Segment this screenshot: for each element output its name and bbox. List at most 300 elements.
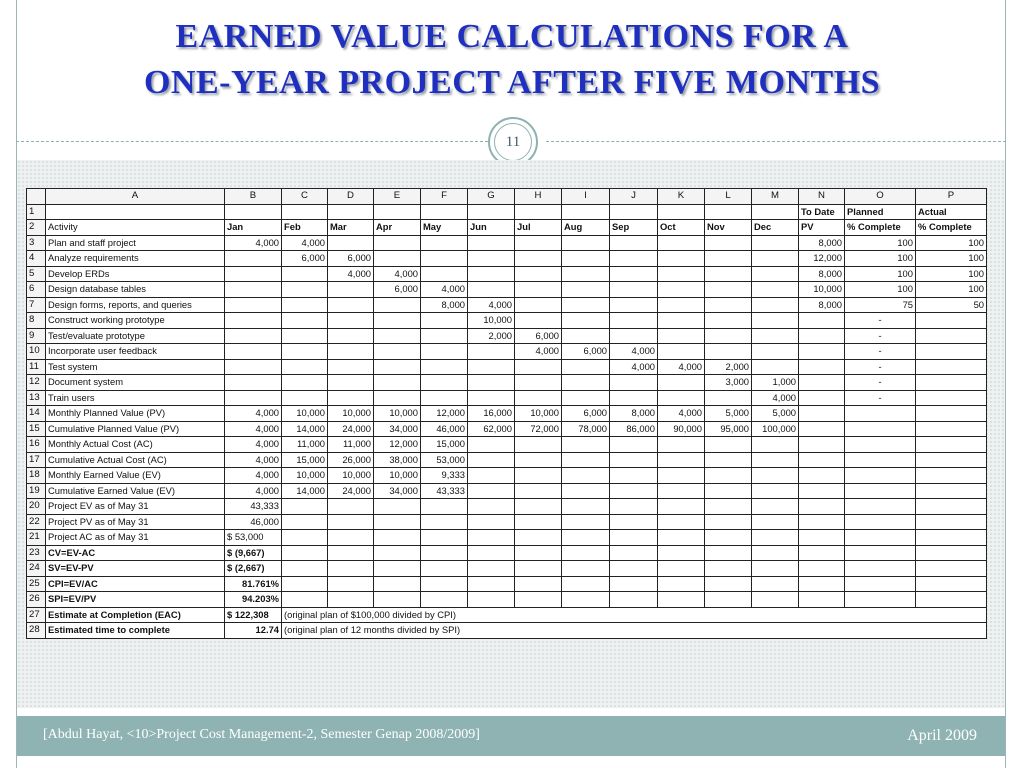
table-cell: % Complete: [916, 220, 987, 236]
table-cell: 4,000: [225, 483, 282, 499]
table-cell: [562, 297, 610, 313]
table-cell: [799, 359, 845, 375]
table-cell: [610, 545, 658, 561]
column-header-c: C: [282, 189, 328, 205]
activity-cell: Plan and staff project: [46, 235, 225, 251]
table-cell: 14,000: [282, 483, 328, 499]
table-cell: May: [421, 220, 468, 236]
table-cell: [845, 592, 916, 608]
table-cell: [705, 313, 752, 329]
table-cell: [374, 576, 421, 592]
table-cell: 8,000: [610, 406, 658, 422]
table-cell: 4,000: [225, 406, 282, 422]
activity-cell: Project PV as of May 31: [46, 514, 225, 530]
table-row: [27, 406, 987, 422]
table-cell: [752, 204, 799, 220]
table-cell: [468, 530, 515, 546]
activity-cell: Estimate at Completion (EAC): [46, 607, 225, 623]
column-header-l: L: [705, 189, 752, 205]
activity-cell: Monthly Planned Value (PV): [46, 406, 225, 422]
table-cell: [468, 545, 515, 561]
table-cell: [328, 375, 374, 391]
table-cell: Jul: [515, 220, 562, 236]
column-header-f: F: [421, 189, 468, 205]
table-cell: [705, 437, 752, 453]
table-cell: Planned: [845, 204, 916, 220]
table-cell: [658, 344, 705, 360]
table-cell: 75: [845, 297, 916, 313]
column-header-a: A: [46, 189, 225, 205]
table-row: [27, 282, 987, 298]
table-cell: [562, 592, 610, 608]
row-number: 8: [27, 313, 46, 329]
table-cell: [225, 313, 282, 329]
table-cell: [225, 359, 282, 375]
table-cell: [658, 266, 705, 282]
activity-cell: Document system: [46, 375, 225, 391]
table-cell: [515, 576, 562, 592]
table-row: [27, 266, 987, 282]
table-row: [27, 452, 987, 468]
table-cell: [468, 437, 515, 453]
table-cell: [562, 359, 610, 375]
table-row: [27, 499, 987, 515]
table-cell: 10,000: [374, 468, 421, 484]
column-header-j: J: [610, 189, 658, 205]
table-cell: [845, 452, 916, 468]
column-header-n: N: [799, 189, 845, 205]
table-cell: [658, 235, 705, 251]
table-cell: 4,000: [658, 406, 705, 422]
table-cell: [752, 313, 799, 329]
row-number: 9: [27, 328, 46, 344]
table-cell: 3,000: [705, 375, 752, 391]
table-cell: [515, 452, 562, 468]
table-cell: [282, 375, 328, 391]
row-number: 14: [27, 406, 46, 422]
activity-cell: Cumulative Earned Value (EV): [46, 483, 225, 499]
table-cell: [282, 592, 328, 608]
table-cell: [705, 561, 752, 577]
table-cell: [916, 437, 987, 453]
column-header-g: G: [468, 189, 515, 205]
table-row: [27, 344, 987, 360]
table-cell: [282, 499, 328, 515]
table-cell: [610, 514, 658, 530]
table-cell: 4,000: [610, 359, 658, 375]
table-cell: [328, 514, 374, 530]
table-cell: [658, 592, 705, 608]
row-number: 18: [27, 468, 46, 484]
table-cell: [225, 344, 282, 360]
table-cell: 6,000: [328, 251, 374, 267]
table-cell: [752, 561, 799, 577]
column-header-e: E: [374, 189, 421, 205]
table-cell: Mar: [328, 220, 374, 236]
table-cell: [562, 266, 610, 282]
table-cell: 15,000: [421, 437, 468, 453]
table-cell: [845, 514, 916, 530]
table-cell: [799, 561, 845, 577]
table-cell: [282, 204, 328, 220]
table-cell: [752, 328, 799, 344]
table-cell: [282, 297, 328, 313]
table-cell: -: [845, 313, 916, 329]
table-cell: 10,000: [799, 282, 845, 298]
table-cell: [515, 468, 562, 484]
table-row: [27, 483, 987, 499]
table-cell: 4,000: [515, 344, 562, 360]
table-row: [27, 468, 987, 484]
table-cell: [916, 313, 987, 329]
table-cell: [752, 266, 799, 282]
table-cell: [752, 251, 799, 267]
table-cell: [374, 390, 421, 406]
table-cell: 10,000: [282, 406, 328, 422]
table-cell: [374, 592, 421, 608]
table-cell: [328, 499, 374, 515]
table-cell: [610, 328, 658, 344]
row-number: 28: [27, 623, 46, 639]
table-cell: [282, 530, 328, 546]
table-cell: 10,000: [468, 313, 515, 329]
table-cell: [658, 297, 705, 313]
row-number: 23: [27, 545, 46, 561]
table-cell: Sep: [610, 220, 658, 236]
row-number: 22: [27, 514, 46, 530]
table-cell: 4,000: [225, 235, 282, 251]
table-cell: 6,000: [562, 344, 610, 360]
table-cell: [421, 235, 468, 251]
table-cell: [705, 468, 752, 484]
table-cell: [421, 545, 468, 561]
table-cell: [515, 282, 562, 298]
activity-cell: Design database tables: [46, 282, 225, 298]
table-cell: [562, 251, 610, 267]
table-cell: [845, 468, 916, 484]
table-cell: [225, 297, 282, 313]
table-cell: [515, 375, 562, 391]
table-cell: [610, 530, 658, 546]
table-cell: 4,000: [225, 421, 282, 437]
table-cell: [421, 499, 468, 515]
table-cell: -: [845, 390, 916, 406]
table-row: [27, 204, 987, 220]
table-cell: [845, 437, 916, 453]
table-cell: [916, 499, 987, 515]
table-cell: [328, 561, 374, 577]
table-cell: [282, 328, 328, 344]
table-cell: [845, 499, 916, 515]
table-cell: [799, 328, 845, 344]
table-cell: [916, 592, 987, 608]
table-cell: [468, 235, 515, 251]
table-cell: 16,000: [468, 406, 515, 422]
table-cell: [421, 344, 468, 360]
table-cell: [562, 530, 610, 546]
table-cell: [515, 514, 562, 530]
table-cell: [752, 545, 799, 561]
table-cell: [916, 344, 987, 360]
table-cell: [658, 390, 705, 406]
table-cell: 12,000: [799, 251, 845, 267]
table-row: [27, 390, 987, 406]
table-cell: Actual: [916, 204, 987, 220]
table-cell: [705, 344, 752, 360]
table-cell: 10,000: [328, 406, 374, 422]
table-cell: [562, 235, 610, 251]
table-cell: [421, 576, 468, 592]
table-cell: [468, 468, 515, 484]
table-cell: [225, 390, 282, 406]
activity-cell: Develop ERDs: [46, 266, 225, 282]
table-row: [27, 220, 987, 236]
table-cell: [799, 468, 845, 484]
table-cell: 100: [845, 282, 916, 298]
table-cell: [752, 483, 799, 499]
table-cell: [562, 204, 610, 220]
column-header-d: D: [328, 189, 374, 205]
table-cell: [658, 282, 705, 298]
table-cell: [799, 545, 845, 561]
table-cell: 8,000: [421, 297, 468, 313]
table-cell: [799, 421, 845, 437]
table-cell: [282, 313, 328, 329]
table-cell: [515, 545, 562, 561]
table-cell: 10,000: [328, 468, 374, 484]
table-cell: [752, 530, 799, 546]
table-cell: 12.74: [225, 623, 282, 639]
table-row: [27, 561, 987, 577]
table-cell: [515, 437, 562, 453]
table-cell: [515, 561, 562, 577]
table-cell: 2,000: [705, 359, 752, 375]
table-cell: -: [845, 328, 916, 344]
table-cell: [374, 530, 421, 546]
table-cell: [421, 266, 468, 282]
row-number: 10: [27, 344, 46, 360]
table-cell: [468, 483, 515, 499]
table-cell: [916, 421, 987, 437]
table-cell: [468, 375, 515, 391]
table-cell: 8,000: [799, 235, 845, 251]
table-cell: [374, 328, 421, 344]
table-cell: [225, 251, 282, 267]
table-cell: 100: [845, 266, 916, 282]
row-number: 25: [27, 576, 46, 592]
table-cell: [610, 592, 658, 608]
table-cell: [799, 483, 845, 499]
table-cell: [916, 375, 987, 391]
table-row: [27, 623, 987, 639]
table-cell: [799, 499, 845, 515]
table-cell: 10,000: [515, 406, 562, 422]
table-cell: [421, 313, 468, 329]
table-cell: 34,000: [374, 421, 421, 437]
table-cell: [752, 437, 799, 453]
row-number: 12: [27, 375, 46, 391]
row-number: 24: [27, 561, 46, 577]
table-cell: [799, 390, 845, 406]
table-cell: [421, 530, 468, 546]
table-cell: 4,000: [282, 235, 328, 251]
table-row: [27, 313, 987, 329]
table-cell: 100,000: [752, 421, 799, 437]
table-cell: [799, 406, 845, 422]
table-cell: [610, 251, 658, 267]
table-cell: 24,000: [328, 483, 374, 499]
column-header-k: K: [658, 189, 705, 205]
table-cell: [658, 545, 705, 561]
table-cell: [468, 266, 515, 282]
table-cell: Dec: [752, 220, 799, 236]
table-cell: [845, 406, 916, 422]
table-cell: [799, 592, 845, 608]
table-cell: [658, 561, 705, 577]
activity-cell: CPI=EV/AC: [46, 576, 225, 592]
table-cell: [515, 313, 562, 329]
table-cell: -: [845, 375, 916, 391]
table-cell: 9,333: [421, 468, 468, 484]
table-cell: [515, 204, 562, 220]
table-cell: [328, 344, 374, 360]
table-cell: [562, 483, 610, 499]
table-row: [27, 437, 987, 453]
activity-cell: SV=EV-PV: [46, 561, 225, 577]
table-cell: [705, 266, 752, 282]
table-cell: [374, 204, 421, 220]
table-cell: [374, 545, 421, 561]
table-cell: [610, 235, 658, 251]
table-cell: 4,000: [421, 282, 468, 298]
table-cell: [468, 204, 515, 220]
table-cell: [515, 592, 562, 608]
table-cell: 14,000: [282, 421, 328, 437]
table-cell: [374, 344, 421, 360]
table-cell: [705, 530, 752, 546]
table-row: [27, 235, 987, 251]
table-cell: [610, 452, 658, 468]
table-cell: [658, 468, 705, 484]
table-cell: [515, 251, 562, 267]
note-cell: (original plan of $100,000 divided by CPI): [282, 607, 987, 623]
spreadsheet: [26, 188, 987, 639]
table-cell: [916, 452, 987, 468]
table-cell: [562, 499, 610, 515]
table-cell: 100: [916, 282, 987, 298]
table-cell: [658, 576, 705, 592]
table-row: [27, 359, 987, 375]
table-cell: [658, 530, 705, 546]
activity-cell: Construct working prototype: [46, 313, 225, 329]
table-cell: [752, 282, 799, 298]
table-cell: 4,000: [225, 452, 282, 468]
table-cell: 81.761%: [225, 576, 282, 592]
table-cell: 72,000: [515, 421, 562, 437]
table-cell: [916, 545, 987, 561]
row-number: 5: [27, 266, 46, 282]
table-cell: [752, 452, 799, 468]
table-cell: -: [845, 359, 916, 375]
table-cell: 43,333: [225, 499, 282, 515]
table-cell: [610, 468, 658, 484]
table-cell: [225, 266, 282, 282]
divider-right: [546, 141, 1006, 142]
row-number: 2: [27, 220, 46, 236]
corner-cell: [27, 189, 46, 205]
table-cell: [752, 592, 799, 608]
table-cell: [468, 282, 515, 298]
table-cell: [705, 545, 752, 561]
table-cell: 4,000: [610, 344, 658, 360]
table-cell: [374, 375, 421, 391]
table-cell: 95,000: [705, 421, 752, 437]
table-cell: 8,000: [799, 266, 845, 282]
table-cell: [562, 390, 610, 406]
footer-citation: [Abdul Hayat, <10>Project Cost Management-2, Semester Genap 2008/2009]: [43, 727, 480, 742]
table-cell: 5,000: [752, 406, 799, 422]
table-cell: [799, 452, 845, 468]
table-cell: [845, 576, 916, 592]
table-cell: [799, 313, 845, 329]
table-cell: -: [845, 344, 916, 360]
table-row: [27, 328, 987, 344]
table-cell: [845, 561, 916, 577]
table-cell: [799, 576, 845, 592]
table-cell: [374, 313, 421, 329]
column-header-row: [27, 189, 987, 205]
table-cell: [610, 390, 658, 406]
table-cell: [328, 390, 374, 406]
footer-date: April 2009: [907, 727, 977, 744]
table-cell: [916, 390, 987, 406]
table-cell: $ 122,308: [225, 607, 282, 623]
table-cell: To Date: [799, 204, 845, 220]
table-row: [27, 592, 987, 608]
table-cell: [282, 344, 328, 360]
row-number: 19: [27, 483, 46, 499]
table-cell: 15,000: [282, 452, 328, 468]
table-cell: [562, 313, 610, 329]
table-cell: 6,000: [374, 282, 421, 298]
table-cell: [610, 282, 658, 298]
table-cell: [282, 576, 328, 592]
table-cell: [658, 514, 705, 530]
row-number: 7: [27, 297, 46, 313]
table-cell: [658, 251, 705, 267]
note-cell: (original plan of 12 months divided by SPI): [282, 623, 987, 639]
table-cell: [799, 437, 845, 453]
table-cell: [282, 561, 328, 577]
table-cell: [282, 390, 328, 406]
table-cell: [705, 235, 752, 251]
table-cell: 12,000: [421, 406, 468, 422]
activity-cell: Cumulative Planned Value (PV): [46, 421, 225, 437]
table-cell: 46,000: [421, 421, 468, 437]
table-cell: 94.203%: [225, 592, 282, 608]
table-cell: [705, 297, 752, 313]
table-cell: $ 53,000: [225, 530, 282, 546]
table-cell: [328, 235, 374, 251]
table-cell: [658, 328, 705, 344]
table-cell: [916, 359, 987, 375]
table-cell: [799, 344, 845, 360]
table-row: [27, 576, 987, 592]
table-cell: [562, 468, 610, 484]
table-cell: [468, 576, 515, 592]
table-cell: [610, 499, 658, 515]
table-cell: [515, 499, 562, 515]
